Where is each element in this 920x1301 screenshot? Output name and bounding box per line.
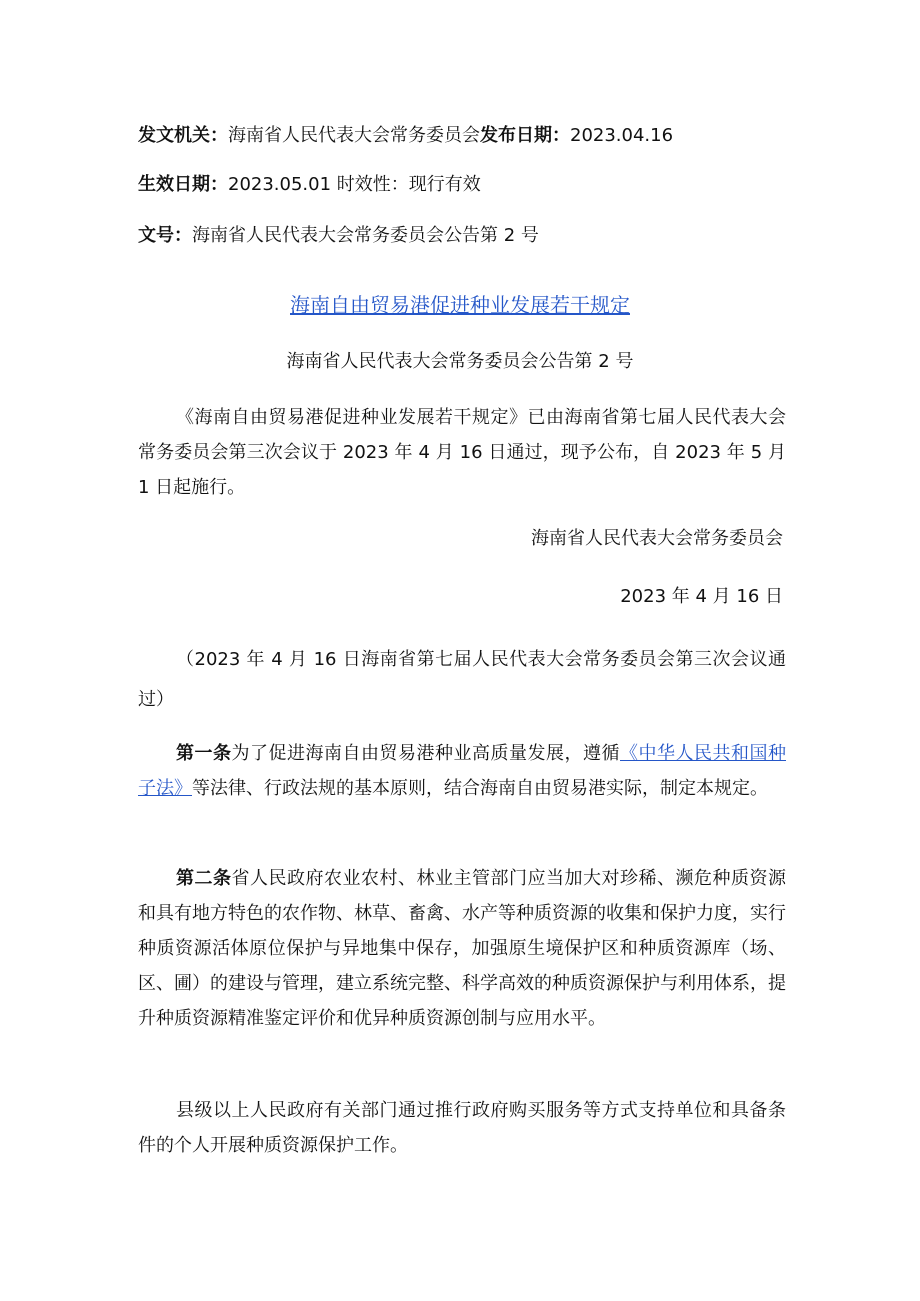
doc-title-link[interactable]: 海南自由贸易港促进种业发展若干规定 (290, 293, 630, 317)
date-value: 2023.04.16 (570, 125, 674, 146)
announcement: 海南省人民代表大会常务委员会公告第 2 号 (286, 351, 634, 372)
article-2-text: 省人民政府农业农村、林业主管部门应当加大对珍稀、濒危种质资源和具有地方特色的农作物、林草、畜禽、水产等种质资源的收集和保护力度，实行种质资源活体原位保护与异地集中保存，加强原生境保护区和种质资源库（场、区、圃）的建设与管理，建立系统完整、科学高效的种质资源保护与利用体系，提升种质资源精准鉴定评价和优异种质资源创制与应用水平。 (138, 868, 786, 1029)
article-2 (138, 861, 786, 1036)
article-1-text-post: 等法律、行政法规的基本原则，结合海南自由贸易港实际，制定本规定。 (192, 778, 768, 799)
meta-issuer-line (138, 124, 788, 148)
effective-value: 2023.05.01 (228, 174, 332, 195)
docno-value: 海南省人民代表大会常务委员会公告第 2 号 (192, 225, 539, 246)
docno-label: 文号： (138, 225, 192, 246)
article-2-paragraph-2: 县级以上人民政府有关部门通过推行政府购买服务等方式支持单位和具备条件的个人开展种质资源保护工作。 (138, 1100, 786, 1156)
date-label: 发布日期： (480, 125, 570, 146)
validity-label: 时效性： (336, 174, 409, 195)
sign-date: 2023 年 4 月 16 日 (620, 586, 783, 607)
article-1-text-pre: 为了促进海南自由贸易港种业高质量发展，遵循 (231, 743, 620, 764)
meta-effective-line (138, 173, 788, 197)
passage-note: （2023 年 4 月 16 日海南省第七届人民代表大会常务委员会第三次会议通过） (138, 649, 786, 710)
doc-title-line (0, 291, 920, 319)
seed-law-link[interactable]: 《中华人民共和国种子法》 (138, 743, 786, 799)
validity-value: 现行有效 (408, 174, 481, 195)
meta-docno-line (138, 224, 788, 248)
effective-label: 生效日期： (138, 174, 228, 195)
intro-paragraph: 《海南自由贸易港促进种业发展若干规定》已由海南省第七届人民代表大会常务委员会第三次会议于 2023 年 4 月 16 日通过，现予公布，自 2023 年 5 月 1 日起施行。 (138, 407, 786, 498)
article-1 (138, 736, 786, 806)
issuer-value: 海南省人民代表大会常务委员会 (228, 125, 480, 146)
article-1-label: 第一条 (176, 743, 232, 764)
issuer-label: 发文机关： (138, 125, 228, 146)
article-2-label: 第二条 (176, 868, 232, 889)
signer: 海南省人民代表大会常务委员会 (531, 528, 783, 549)
